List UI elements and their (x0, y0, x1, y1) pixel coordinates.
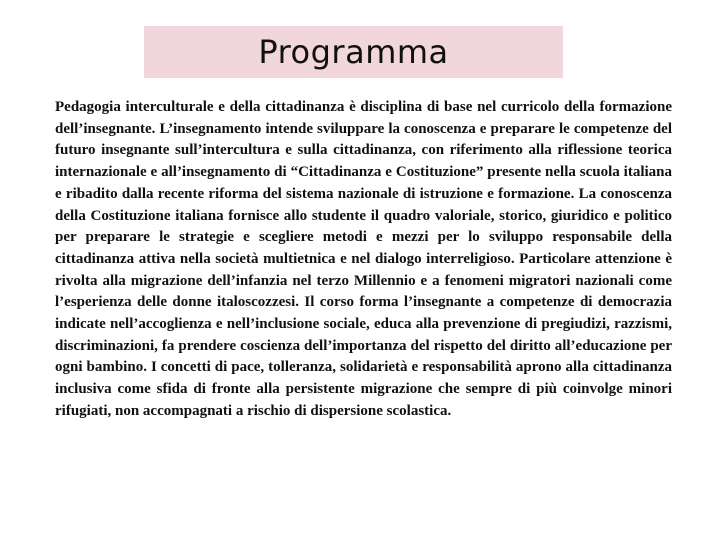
title-banner (144, 26, 563, 78)
body-paragraph: Pedagogia interculturale e della cittadinanza è disciplina di base nel curricolo della formazione dell’insegnante. L’insegnamento intende sviluppare la conoscenza e preparare le competenze del futuro insegnante sull’intercultura e sulla cittadinanza, con riferimento alla riflessione teorica internazionale e all’insegnamento di “Cittadinanza e Costituzione” presente nella scuola italiana e ribadito dalla recente riforma del sistema nazionale di istruzione e formazione. La conoscenza della Costituzione italiana fornisce allo studente il quadro valoriale, storico, giuridico e politico per preparare le strategie e scegliere metodi e mezzi per lo sviluppo responsabile della cittadinanza attiva nella società multietnica e nel dialogo interreligioso. Particolare attenzione è rivolta alla migrazione dell’infanzia nel terzo Millennio e a fenomeni migratori nazionali come l’esperienza delle donne italoscozzesi. Il corso forma l’insegnante a competenze di democrazia indicate nell’accoglienza e nell’inclusione sociale, educa alla prevenzione di pregiudizi, razzismi, discriminazioni, fa prendere coscienza dell’importanza del rispetto del diritto all’educazione per ogni bambino. I concetti di pace, tolleranza, solidarietà e responsabilità aprono alla cittadinanza inclusiva come sfida di fronte alla persistente migrazione che sempre di più coinvolge minori rifugiati, non accompagnati a rischio di dispersione scolastica. (55, 99, 672, 419)
page-title: Programma (258, 33, 449, 71)
